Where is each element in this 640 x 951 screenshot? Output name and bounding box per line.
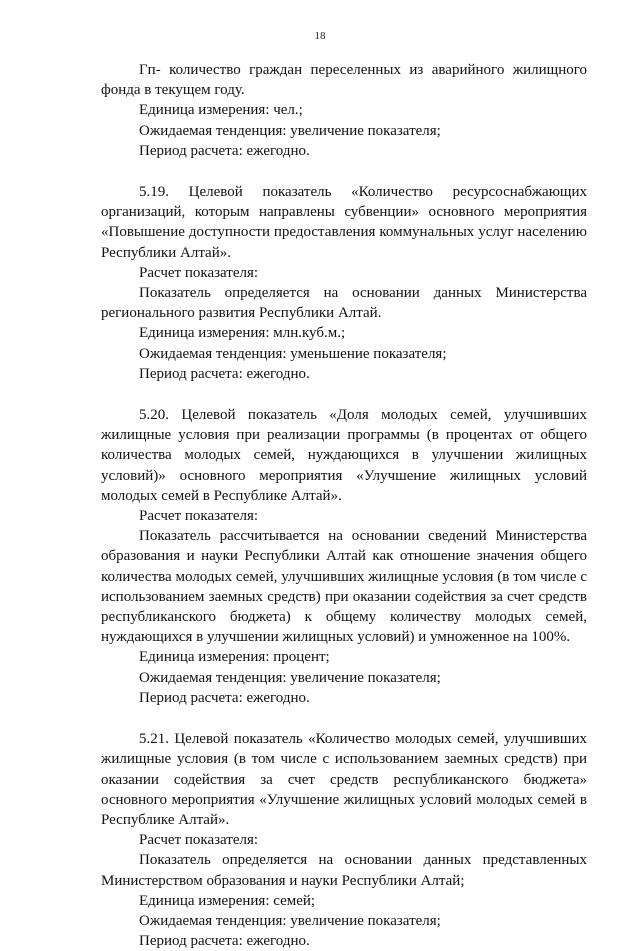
trend-line: Ожидаемая тенденция: увеличение показателя;: [139, 122, 441, 139]
trend-line: Ожидаемая тенденция: увеличение показателя;: [139, 912, 441, 929]
calc-label: Расчет показателя:: [139, 832, 259, 849]
calc-description: Показатель определяется на основании данных представленных Министерством образования и науки Республики Алтай;: [101, 852, 587, 889]
section-5-20-heading: 5.20. Целевой показатель «Доля молодых семей, улучшивших жилищные условия при реализации программы (в процентах от общего количества молодых семей, нуждающихся в улучшении жилищных условий)» основного мероприятия «Улучшение жилищных условий молодых семей в Республике Алтай».: [101, 407, 587, 504]
period-line: Период расчета: ежегодно.: [139, 365, 310, 382]
calc-label: Расчет показателя:: [139, 264, 259, 281]
unit-line: Единица измерения: чел.;: [139, 102, 303, 119]
period-line: Период расчета: ежегодно.: [139, 689, 310, 706]
section-5-21-heading: 5.21. Целевой показатель «Количество молодых семей, улучшивших жилищные условия (в том числе с использованием заемных средств) при оказании содействия за счет средств республиканского бюджета» основного мероприятия «Улучшение жилищных условий молодых семей в Республике Алтай».: [101, 731, 587, 828]
unit-line: Единица измерения: семей;: [139, 892, 316, 909]
paragraph-gp-definition: Гп- количество граждан переселенных из аварийного жилищного фонда в текущем году.: [101, 62, 587, 99]
calc-description: Показатель определяется на основании данных Министерства регионального развития Республики Алтай.: [101, 285, 587, 322]
document-body: [101, 60, 587, 951]
unit-line: Единица измерения: млн.куб.м.;: [139, 325, 346, 342]
period-line: Период расчета: ежегодно.: [139, 142, 310, 159]
calc-description: Показатель рассчитывается на основании сведений Министерства образования и науки Республики Алтай как отношение значения общего количества молодых семей, улучшивших жилищные условия (в том числе с использованием заемных средств) при оказании содействия за счет средств республиканского бюджета) к общему количеству молодых семей, нуждающихся в улучшении жилищных условий) и умноженное на 100%.: [101, 528, 587, 646]
unit-line: Единица измерения: процент;: [139, 649, 330, 666]
page-number: 18: [314, 30, 326, 42]
period-line: Период расчета: ежегодно.: [139, 933, 310, 950]
trend-line: Ожидаемая тенденция: уменьшение показателя;: [139, 345, 447, 362]
calc-label: Расчет показателя:: [139, 508, 259, 525]
trend-line: Ожидаемая тенденция: увеличение показателя;: [139, 669, 441, 686]
section-5-19-heading: 5.19. Целевой показатель «Количество ресурсоснабжающих организаций, которым направлены субвенции» основного мероприятия «Повышение доступности предоставления коммунальных услуг населению Республики Алтай».: [101, 184, 587, 261]
